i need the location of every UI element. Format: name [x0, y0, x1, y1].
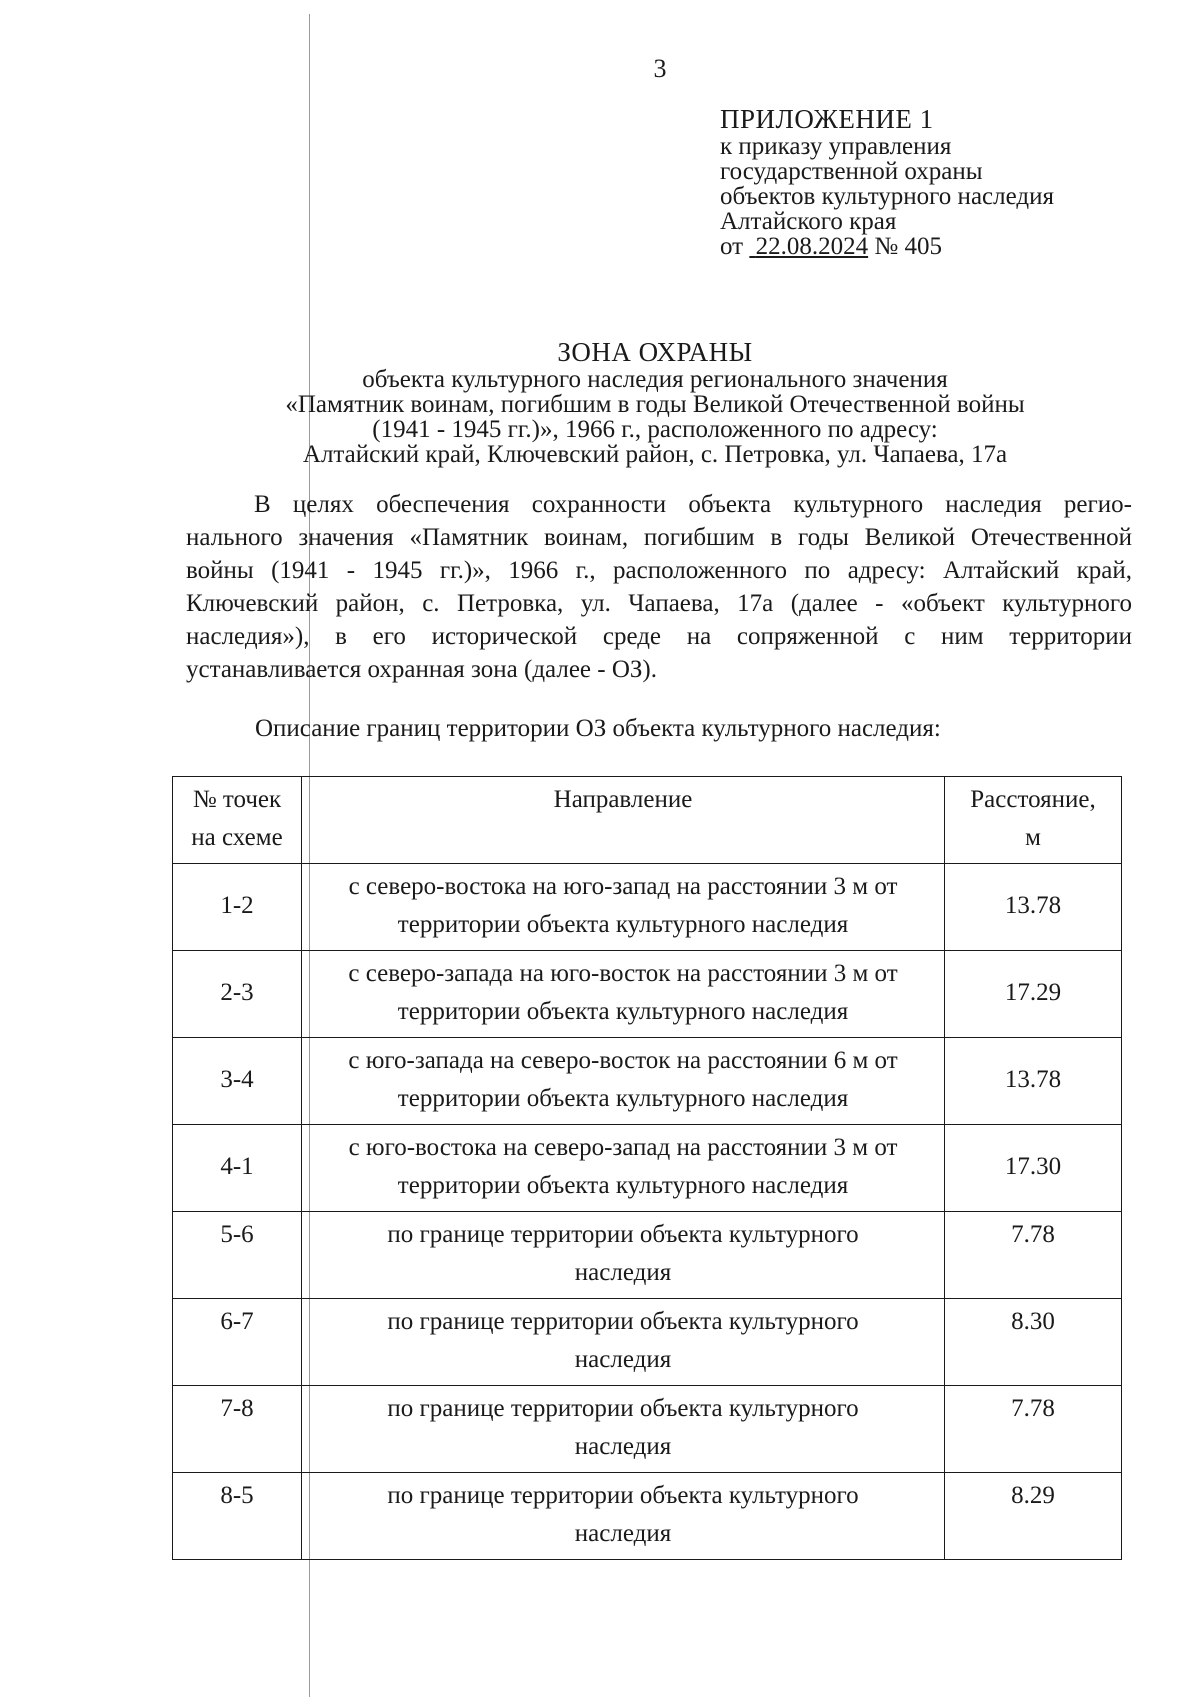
- direction-line: наследия: [574, 1259, 672, 1286]
- cell-points: 2-3: [173, 951, 302, 1038]
- header-points-line: на схеме: [191, 824, 283, 851]
- order-date: 22.08.2024: [755, 233, 869, 260]
- cell-points: 7-8: [173, 1386, 302, 1473]
- direction-line: наследия: [574, 1433, 672, 1460]
- cell-direction: [302, 1386, 945, 1473]
- table-row: [173, 1473, 1122, 1560]
- direction-line: с северо-запада на юго-восток на расстоянии 3 м от: [348, 960, 898, 987]
- table-header-row: [173, 777, 1122, 864]
- boundary-table: [172, 776, 1122, 1560]
- title-line: объекта культурного наследия регионального значения: [362, 366, 948, 393]
- direction-line: наследия: [574, 1520, 672, 1547]
- title-heading: ЗОНА ОХРАНЫ: [557, 337, 753, 367]
- paragraph-line: В целях обеспечения сохранности объекта культурного наследия регио-: [254, 491, 1132, 518]
- appendix-line: Алтайского края: [720, 208, 897, 235]
- appendix-date-line: [720, 234, 1054, 259]
- cell-direction: [302, 1125, 945, 1212]
- table-row: [173, 1038, 1122, 1125]
- table-row: [173, 1299, 1122, 1386]
- header-distance-line: Расстояние,: [970, 786, 1096, 813]
- direction-line: территории объекта культурного наследия: [397, 998, 849, 1025]
- order-number: № 405: [874, 233, 942, 260]
- title-line: (1941 - 1945 гг.)», 1966 г., расположенного по адресу:: [372, 416, 938, 443]
- direction-line: по границе территории объекта культурного: [387, 1482, 859, 1509]
- cell-points: 3-4: [173, 1038, 302, 1125]
- header-points-line: № точек: [192, 786, 282, 813]
- header-points: [173, 777, 302, 864]
- direction-line: по границе территории объекта культурного: [387, 1308, 859, 1335]
- cell-points: 8-5: [173, 1473, 302, 1560]
- cell-points: 4-1: [173, 1125, 302, 1212]
- cell-direction: [302, 1473, 945, 1560]
- cell-points: 6-7: [173, 1299, 302, 1386]
- cell-direction: [302, 1038, 945, 1125]
- appendix-line: к приказу управления: [720, 133, 952, 160]
- direction-line: территории объекта культурного наследия: [397, 1172, 849, 1199]
- table-row: [173, 1125, 1122, 1212]
- document-title: [230, 337, 1080, 467]
- direction-line: наследия: [574, 1346, 672, 1373]
- cell-distance: 13.78: [945, 864, 1122, 951]
- header-direction: Направление: [302, 777, 945, 864]
- cell-distance: 17.29: [945, 951, 1122, 1038]
- cell-distance: 8.30: [945, 1299, 1122, 1386]
- direction-line: по границе территории объекта культурного: [387, 1221, 859, 1248]
- paragraph-line: Ключевский район, с. Петровка, ул. Чапаева, 17а (далее - «объект культурного: [186, 590, 1132, 617]
- title-line: Алтайский край, Ключевский район, с. Петровка, ул. Чапаева, 17а: [302, 441, 1008, 468]
- appendix-line: государственной охраны: [720, 158, 983, 185]
- cell-distance: 7.78: [945, 1212, 1122, 1299]
- table-row: [173, 951, 1122, 1038]
- page-number: 3: [653, 54, 667, 83]
- cell-direction: [302, 1299, 945, 1386]
- direction-line: с юго-запада на северо-восток на расстоянии 6 м от: [348, 1047, 898, 1074]
- direction-line: территории объекта культурного наследия: [397, 1085, 849, 1112]
- cell-distance: 17.30: [945, 1125, 1122, 1212]
- header-distance: [945, 777, 1122, 864]
- title-line: «Памятник воинам, погибшим в годы Великой Отечественной войны: [285, 391, 1025, 418]
- direction-line: с юго-востока на северо-запад на расстоянии 3 м от: [348, 1134, 898, 1161]
- cell-points: 5-6: [173, 1212, 302, 1299]
- cell-distance: 7.78: [945, 1386, 1122, 1473]
- table-caption: Описание границ территории ОЗ объекта культурного наследия:: [255, 715, 941, 742]
- paragraph-line: войны (1941 - 1945 гг.)», 1966 г., расположенного по адресу: Алтайский край,: [186, 557, 1132, 584]
- direction-line: территории объекта культурного наследия: [397, 911, 849, 938]
- paragraph-line: устанавливается охранная зона (далее - ОЗ).: [186, 656, 658, 683]
- table-row: [173, 864, 1122, 951]
- cell-direction: [302, 951, 945, 1038]
- table-row: [173, 1386, 1122, 1473]
- cell-points: 1-2: [173, 864, 302, 951]
- paragraph-line: наследия»), в его исторической среде на сопряженной с ним территории: [186, 623, 1132, 650]
- table-row: [173, 1212, 1122, 1299]
- direction-line: по границе территории объекта культурного: [387, 1395, 859, 1422]
- body-paragraph: [186, 488, 1132, 686]
- cell-distance: 13.78: [945, 1038, 1122, 1125]
- appendix-block: [720, 104, 1054, 259]
- appendix-heading: ПРИЛОЖЕНИЕ 1: [720, 104, 934, 134]
- cell-direction: [302, 1212, 945, 1299]
- paragraph-line: нального значения «Памятник воинам, погибшим в годы Великой Отечественной: [186, 524, 1132, 551]
- header-distance-line: м: [1025, 824, 1041, 851]
- direction-line: с северо-востока на юго-запад на расстоянии 3 м от: [348, 873, 898, 900]
- appendix-line: объектов культурного наследия: [720, 183, 1054, 210]
- date-prefix: от: [720, 233, 744, 260]
- cell-distance: 8.29: [945, 1473, 1122, 1560]
- cell-direction: [302, 864, 945, 951]
